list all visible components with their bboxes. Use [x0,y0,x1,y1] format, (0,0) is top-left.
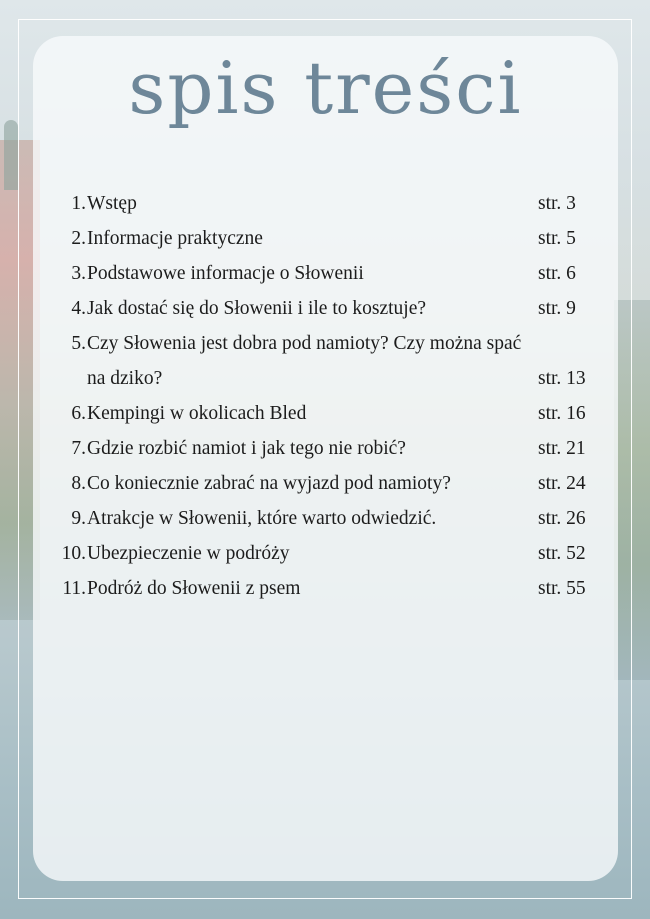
toc-number: 5. [71,333,86,354]
toc-item[interactable] [55,326,600,396]
page-title: spis treści [128,46,523,130]
toc-item[interactable] [55,431,600,466]
toc-text: Jak dostać się do Słowenii i ile to kosztuje? [87,298,427,319]
toc-number: 11. [62,578,86,599]
toc-page: str. 26 [538,508,586,529]
toc-page: str. 52 [538,543,586,564]
toc-item[interactable] [55,571,600,606]
toc-text: Podróż do Słowenii z psem [87,578,301,599]
toc-page: str. 3 [538,193,576,214]
toc-text: Informacje praktyczne [87,228,263,249]
toc-number: 4. [71,298,86,319]
toc-text: Gdzie rozbić namiot i jak tego nie robić? [87,438,406,459]
toc-page: str. 13 [538,368,586,389]
toc-item[interactable] [55,291,600,326]
toc-number: 10. [61,543,86,564]
toc-number: 9. [71,508,86,529]
toc-page: str. 21 [538,438,586,459]
toc-text: Atrakcje w Słowenii, które warto odwiedzić. [87,508,437,529]
toc-text: Wstęp [87,193,137,214]
toc-page: str. 24 [538,473,586,494]
table-of-contents [55,186,600,606]
toc-number: 1. [71,193,86,214]
toc-text: Ubezpieczenie w podróży [87,543,290,564]
background-tower [4,120,18,190]
toc-item[interactable] [55,466,600,501]
toc-item[interactable] [55,501,600,536]
toc-text: Podstawowe informacje o Słowenii [87,263,364,284]
toc-item[interactable] [55,396,600,431]
toc-number: 2. [71,228,86,249]
toc-number: 3. [71,263,86,284]
toc-page: str. 5 [538,228,576,249]
toc-item[interactable] [55,256,600,291]
toc-number: 6. [71,403,86,424]
toc-text: Kempingi w okolicach Bled [87,403,307,424]
toc-page: str. 9 [538,298,576,319]
toc-item[interactable] [55,221,600,256]
toc-number: 7. [71,438,86,459]
toc-page: str. 16 [538,403,586,424]
toc-text: Czy Słowenia jest dobra pod namioty? Czy można spać na dziko? [87,333,522,389]
toc-text: Co koniecznie zabrać na wyjazd pod namioty? [87,473,451,494]
toc-page: str. 6 [538,263,576,284]
toc-item[interactable] [55,536,600,571]
toc-number: 8. [71,473,86,494]
toc-page: str. 55 [538,578,586,599]
toc-item[interactable] [55,186,600,221]
